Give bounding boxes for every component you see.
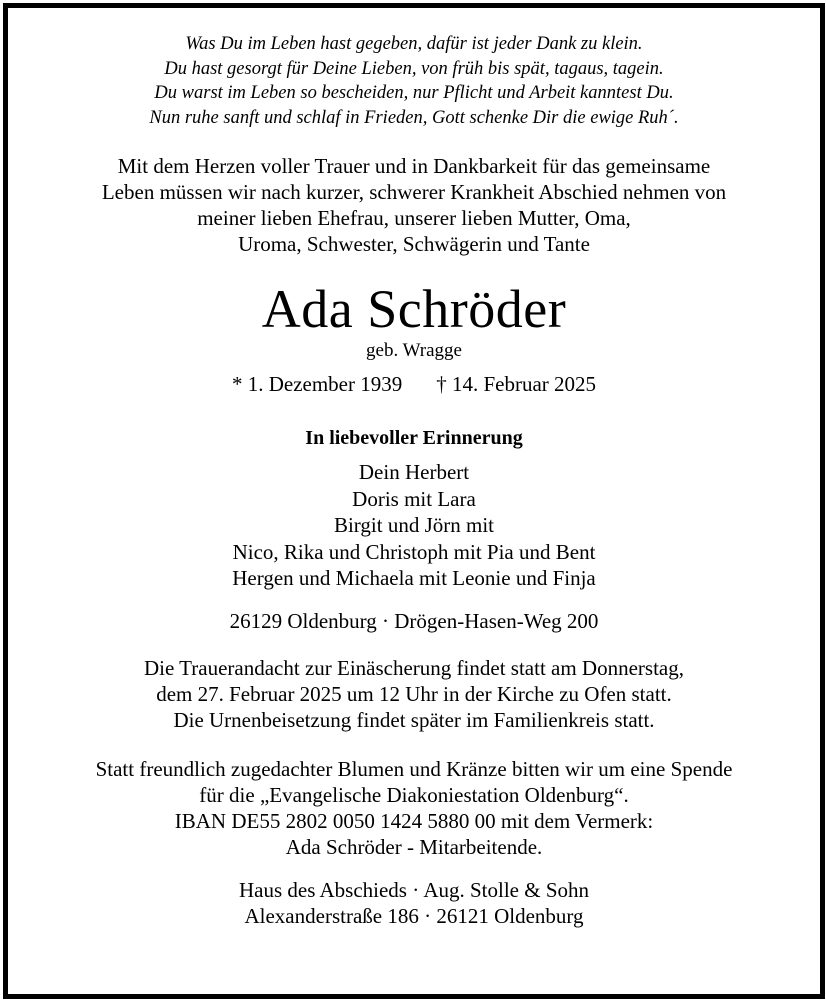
- family-line: Doris mit Lara: [352, 486, 476, 511]
- poem-line: Was Du im Leben hast gegeben, dafür ist jeder Dank zu klein.: [185, 34, 643, 54]
- poem: [8, 32, 820, 130]
- intro-text: [8, 153, 820, 257]
- family-list: [8, 459, 820, 592]
- service-line: dem 27. Februar 2025 um 12 Uhr in der Kirche zu Ofen statt.: [156, 681, 672, 706]
- maiden-name: geb. Wragge: [366, 340, 462, 361]
- death-date: † 14. Februar 2025: [436, 372, 597, 396]
- obituary-notice: [8, 8, 820, 929]
- family-address: 26129 Oldenburg · Drögen-Hasen-Weg 200: [229, 608, 599, 633]
- intro-line: meiner lieben Ehefrau, unserer lieben Mutter, Oma,: [197, 206, 631, 230]
- service-line: Die Urnenbeisetzung findet später im Familienkreis statt.: [173, 707, 655, 732]
- intro-line: Uroma, Schwester, Schwägerin und Tante: [238, 232, 590, 256]
- poem-line: Du warst im Leben so bescheiden, nur Pflicht und Arbeit kanntest Du.: [154, 83, 674, 103]
- donation-line: Statt freundlich zugedachter Blumen und Kränze bitten wir um eine Spende: [95, 756, 733, 781]
- service-info: [8, 655, 820, 733]
- family-line: Dein Herbert: [358, 460, 470, 484]
- intro-line: Mit dem Herzen voller Trauer und in Dankbarkeit für das gemeinsame: [117, 154, 711, 178]
- family-line: Nico, Rika und Christoph mit Pia und Bent: [232, 539, 596, 564]
- donation-info: [8, 756, 820, 860]
- family-line: Birgit und Jörn mit: [333, 513, 495, 537]
- service-line: Die Trauerandacht zur Einäscherung findet statt am Donnerstag,: [143, 655, 684, 680]
- poem-line: Du hast gesorgt für Deine Lieben, von früh bis spät, tagaus, tagein.: [164, 58, 664, 79]
- poem-line: Nun ruhe sanft und schlaf in Frieden, Gott schenke Dir die ewige Ruh´.: [149, 107, 679, 128]
- undertaker-line: Haus des Abschieds · Aug. Stolle & Sohn: [239, 877, 589, 902]
- life-dates: [8, 371, 820, 397]
- undertaker-line: Alexanderstraße 186 · 26121 Oldenburg: [244, 903, 584, 928]
- family-line: Hergen und Michaela mit Leonie und Finja: [232, 566, 596, 590]
- donation-line: Ada Schröder - Mitarbeitende.: [285, 834, 543, 859]
- deceased-name: Ada Schröder: [261, 279, 567, 339]
- memory-heading: In liebevoller Erinnerung: [305, 427, 523, 449]
- birth-date: * 1. Dezember 1939: [231, 372, 403, 396]
- intro-line: Leben müssen wir nach kurzer, schwerer Krankheit Abschied nehmen von: [101, 180, 727, 204]
- donation-line: für die „Evangelische Diakoniestation Oldenburg“.: [199, 782, 629, 807]
- undertaker-info: [8, 877, 820, 929]
- donation-line: IBAN DE55 2802 0050 1424 5880 00 mit dem Vermerk:: [174, 808, 654, 833]
